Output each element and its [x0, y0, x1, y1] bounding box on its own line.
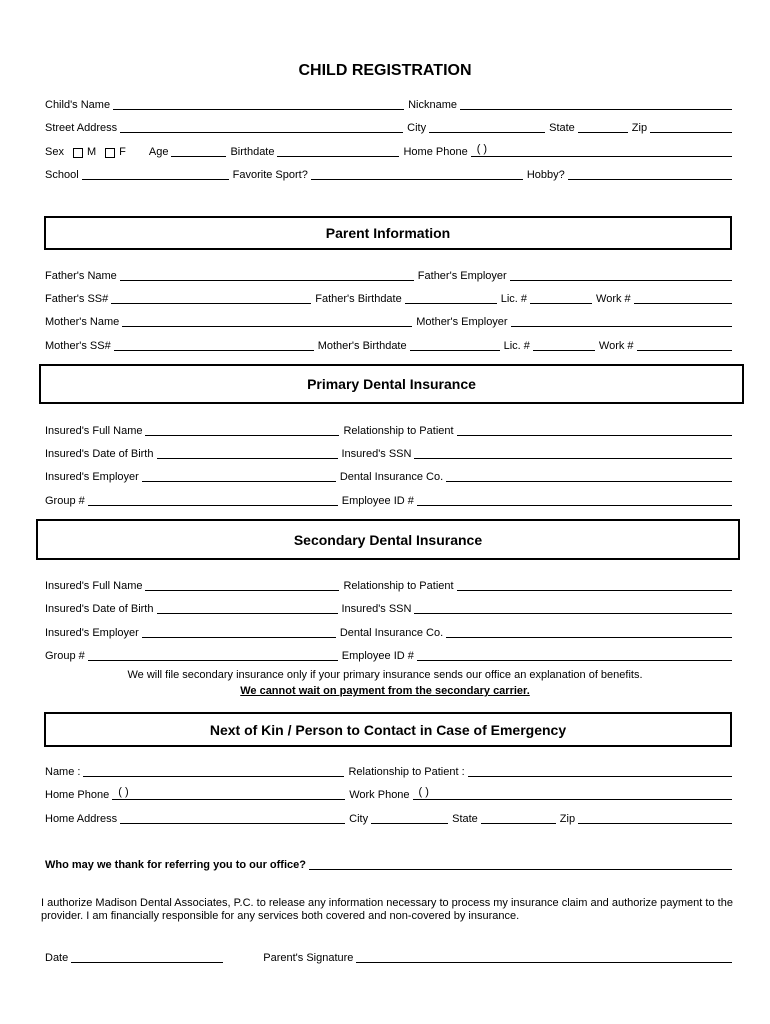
- secondary-dob-field[interactable]: [157, 601, 338, 614]
- secondary-group-row: [45, 647, 732, 663]
- hobby-label: Hobby?: [526, 169, 565, 181]
- primary-employer-label: Insured's Employer: [45, 471, 139, 483]
- kin-name-row: [45, 763, 732, 779]
- primary-group-field[interactable]: [88, 493, 338, 506]
- primary-employer-field[interactable]: [142, 469, 336, 482]
- kin-phone-row: [45, 786, 732, 802]
- secondary-ssn-label: Insured's SSN: [341, 603, 412, 615]
- referral-row: [45, 856, 732, 872]
- secondary-name-row: [45, 577, 732, 593]
- street-label: Street Address: [45, 122, 118, 134]
- primary-employee-field[interactable]: [417, 493, 732, 506]
- primary-company-field[interactable]: [446, 469, 732, 482]
- kin-zip-label: Zip: [559, 813, 576, 825]
- birthdate-label: Birthdate: [230, 146, 275, 158]
- female-label: F: [119, 146, 126, 158]
- kin-work-phone-label: Work Phone: [349, 789, 410, 801]
- secondary-full-name-label: Insured's Full Name: [45, 580, 143, 592]
- sex-age-row: [45, 143, 732, 159]
- kin-city-label: City: [349, 813, 369, 825]
- mother-ss-label: Mother's SS#: [45, 340, 111, 352]
- city-label: City: [407, 122, 427, 134]
- primary-full-name-field[interactable]: [145, 423, 339, 436]
- father-ss-label: Father's SS#: [45, 293, 109, 305]
- secondary-relationship-field[interactable]: [457, 578, 732, 591]
- father-ss-field[interactable]: [111, 291, 311, 304]
- mother-lic-field[interactable]: [533, 338, 595, 351]
- mother-name-row: [45, 313, 732, 329]
- secondary-employer-label: Insured's Employer: [45, 627, 139, 639]
- mother-employer-field[interactable]: [511, 314, 732, 327]
- father-employer-label: Father's Employer: [417, 270, 507, 282]
- referral-label: Who may we thank for referring you to our office?: [45, 859, 306, 871]
- street-field[interactable]: [120, 120, 403, 133]
- primary-name-row: [45, 422, 732, 438]
- sport-label: Favorite Sport?: [232, 169, 308, 181]
- father-ss-row: [45, 290, 732, 306]
- female-checkbox[interactable]: [105, 148, 115, 158]
- kin-state-field[interactable]: [481, 811, 556, 824]
- primary-full-name-label: Insured's Full Name: [45, 425, 143, 437]
- secondary-employer-field[interactable]: [142, 625, 336, 638]
- primary-dob-label: Insured's Date of Birth: [45, 448, 154, 460]
- mother-birthdate-label: Mother's Birthdate: [317, 340, 407, 352]
- child-name-field[interactable]: [113, 97, 404, 110]
- male-checkbox[interactable]: [73, 148, 83, 158]
- age-label: Age: [148, 146, 169, 158]
- secondary-company-field[interactable]: [446, 625, 732, 638]
- father-name-field[interactable]: [120, 268, 414, 281]
- primary-dob-field[interactable]: [157, 446, 338, 459]
- primary-ssn-label: Insured's SSN: [341, 448, 412, 460]
- signature-field[interactable]: [356, 950, 732, 963]
- home-phone-field[interactable]: [471, 144, 732, 157]
- kin-work-phone-parens: ( ): [418, 786, 429, 798]
- father-lic-label: Lic. #: [500, 293, 528, 305]
- sex-label: Sex: [45, 146, 64, 158]
- kin-home-phone-parens: ( ): [118, 786, 129, 798]
- primary-ssn-field[interactable]: [414, 446, 732, 459]
- kin-home-phone-field[interactable]: [112, 787, 345, 800]
- birthdate-field[interactable]: [277, 144, 399, 157]
- primary-dob-row: [45, 445, 732, 461]
- age-field[interactable]: [171, 144, 226, 157]
- city-field[interactable]: [429, 120, 545, 133]
- school-label: School: [45, 169, 79, 181]
- secondary-ssn-field[interactable]: [414, 601, 732, 614]
- school-row: [45, 166, 732, 182]
- state-field[interactable]: [578, 120, 628, 133]
- kin-home-phone-label: Home Phone: [45, 789, 110, 801]
- mother-employer-label: Mother's Employer: [416, 316, 508, 328]
- secondary-employee-label: Employee ID #: [341, 650, 414, 662]
- kin-heading: Next of Kin / Person to Contact in Case of Emergency: [44, 712, 732, 747]
- home-phone-label: Home Phone: [403, 146, 468, 158]
- child-name-label: Child's Name: [45, 99, 111, 111]
- zip-field[interactable]: [650, 120, 732, 133]
- primary-employee-label: Employee ID #: [341, 495, 414, 507]
- mother-ss-row: [45, 337, 732, 353]
- primary-relationship-field[interactable]: [457, 423, 732, 436]
- date-label: Date: [45, 952, 69, 964]
- nickname-field[interactable]: [460, 97, 732, 110]
- secondary-group-field[interactable]: [88, 648, 338, 661]
- primary-company-label: Dental Insurance Co.: [339, 471, 444, 483]
- address-row: [45, 119, 732, 135]
- secondary-warning: We cannot wait on payment from the secondary carrier.: [240, 685, 530, 697]
- phone-parens: ( ): [476, 143, 488, 155]
- kin-name-label: Name :: [45, 766, 81, 778]
- mother-work-field[interactable]: [637, 338, 732, 351]
- zip-label: Zip: [631, 122, 648, 134]
- parent-heading: Parent Information: [44, 216, 732, 250]
- referral-field[interactable]: [309, 857, 732, 870]
- primary-group-label: Group #: [45, 495, 85, 507]
- kin-name-field[interactable]: [83, 764, 344, 777]
- mother-work-label: Work #: [598, 340, 634, 352]
- secondary-employee-field[interactable]: [417, 648, 732, 661]
- kin-address-label: Home Address: [45, 813, 118, 825]
- nickname-label: Nickname: [408, 99, 457, 111]
- primary-employer-row: [45, 468, 732, 484]
- secondary-note: We will file secondary insurance only if your primary insurance sends our office an explanation of benefits.: [127, 669, 643, 681]
- male-label: M: [86, 146, 97, 158]
- kin-relationship-label: Relationship to Patient :: [348, 766, 465, 778]
- secondary-group-label: Group #: [45, 650, 85, 662]
- secondary-relationship-label: Relationship to Patient: [343, 580, 454, 592]
- hobby-field[interactable]: [568, 167, 732, 180]
- state-label: State: [549, 122, 575, 134]
- signature-row: [45, 949, 732, 965]
- father-name-label: Father's Name: [45, 270, 117, 282]
- father-name-row: [45, 267, 732, 283]
- kin-city-field[interactable]: [371, 811, 448, 824]
- date-field[interactable]: [71, 950, 223, 963]
- form-title: CHILD REGISTRATION: [298, 62, 472, 79]
- mother-ss-field[interactable]: [114, 338, 314, 351]
- father-birthdate-field[interactable]: [405, 291, 497, 304]
- father-work-field[interactable]: [634, 291, 732, 304]
- primary-group-row: [45, 492, 732, 508]
- secondary-dob-label: Insured's Date of Birth: [45, 603, 154, 615]
- secondary-company-label: Dental Insurance Co.: [339, 627, 444, 639]
- father-employer-field[interactable]: [510, 268, 732, 281]
- primary-heading: Primary Dental Insurance: [39, 364, 744, 404]
- kin-zip-field[interactable]: [578, 811, 732, 824]
- signature-label: Parent's Signature: [263, 952, 354, 964]
- authorization-text: I authorize Madison Dental Associates, P.C. to release any information necessary to process my insurance claim and authorize payment to the provider. I am financially responsible for any services both covered and non-covered by insurance.: [41, 897, 733, 922]
- mother-name-label: Mother's Name: [45, 316, 120, 328]
- mother-lic-label: Lic. #: [503, 340, 530, 352]
- secondary-full-name-field[interactable]: [145, 578, 339, 591]
- father-lic-field[interactable]: [530, 291, 592, 304]
- father-birthdate-label: Father's Birthdate: [315, 293, 402, 305]
- kin-relationship-field[interactable]: [468, 764, 732, 777]
- kin-state-label: State: [452, 813, 478, 825]
- school-field[interactable]: [82, 167, 229, 180]
- sport-field[interactable]: [311, 167, 523, 180]
- mother-name-field[interactable]: [122, 314, 412, 327]
- secondary-dob-row: [45, 600, 732, 616]
- secondary-heading: Secondary Dental Insurance: [36, 519, 740, 560]
- secondary-employer-row: [45, 624, 732, 640]
- mother-birthdate-field[interactable]: [410, 338, 500, 351]
- kin-address-field[interactable]: [120, 811, 345, 824]
- father-work-label: Work #: [596, 293, 631, 305]
- primary-relationship-label: Relationship to Patient: [343, 425, 454, 437]
- child-name-row: [45, 96, 732, 112]
- kin-address-row: [45, 810, 732, 826]
- kin-work-phone-field[interactable]: [413, 787, 732, 800]
